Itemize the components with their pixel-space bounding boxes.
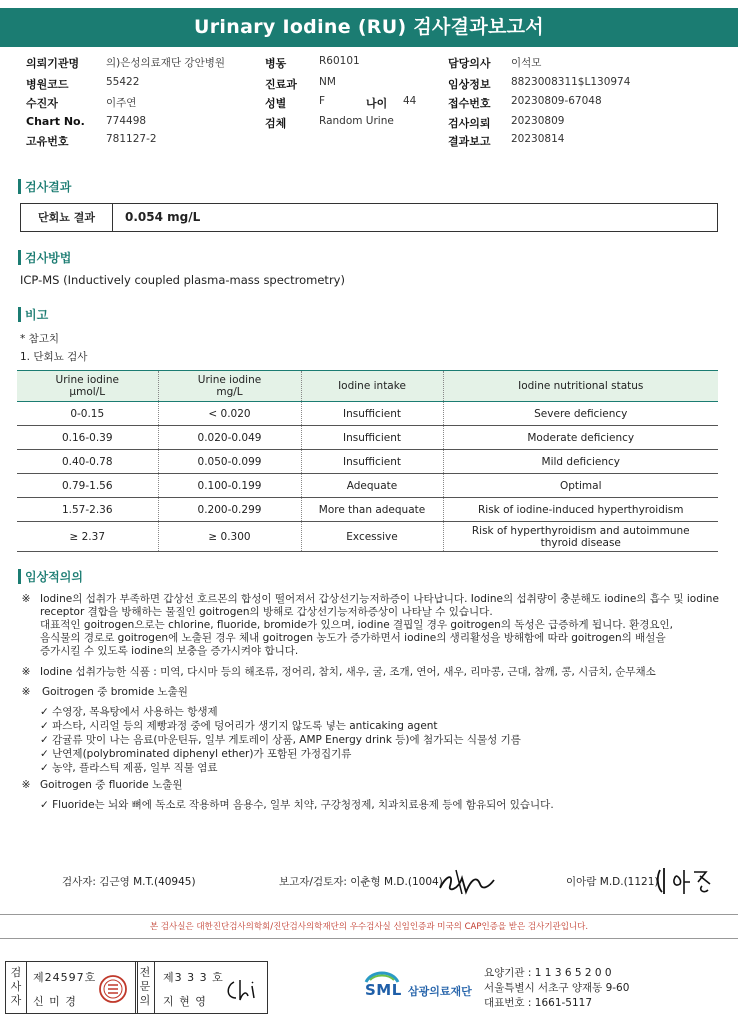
seal-icon [98, 974, 128, 1004]
fluoride-item: ✓ Fluoride는 뇌와 뼈에 독소로 작용하며 음용수, 일부 치약, 구강청정제, 치과치료용제 등에 함유되어 있습니다. [40, 799, 554, 811]
section-bar [18, 250, 21, 265]
section-title: 비고 [25, 308, 49, 322]
info-value: R60101 [319, 55, 360, 67]
divider [154, 962, 155, 1013]
result-value: 0.054 mg/L [125, 210, 201, 224]
table-cell: Moderate deficiency [443, 426, 718, 450]
reporter-name: 보고자/검토자: 이춘형 M.D.(1004) [279, 876, 443, 888]
clinical-line: receptor 결합을 방해하는 물질인 goitrogen의 방해로 갑상선기능저하증상이 나타날 수 있습니다. [40, 606, 493, 618]
table-row [17, 402, 718, 426]
info-value: NM [319, 76, 336, 88]
bromide-item: ✓ 농약, 플라스틱 제품, 일부 직물 염료 [40, 762, 218, 774]
table-row [17, 522, 718, 552]
table-cell: Optimal [443, 474, 718, 498]
section-bar [18, 179, 21, 194]
table-cell: Severe deficiency [443, 402, 718, 426]
info-value: 20230809 [511, 115, 565, 127]
table-cell: 0-0.15 [17, 402, 158, 426]
bromide-item: ✓ 난연제(polybrominated diphenyl ether)가 포함된 가정집기류 [40, 748, 352, 760]
info-label: 병동 [265, 57, 287, 70]
ref-note: * 참고치 [20, 333, 60, 345]
info-value: 20230814 [511, 133, 565, 145]
info-value: 55422 [106, 76, 140, 88]
table-cell: Risk of hyperthyroidism and autoimmune thyroid disease [443, 522, 718, 552]
table-header: Iodine nutritional status [443, 371, 718, 402]
table-cell: 0.100-0.199 [158, 474, 301, 498]
tester-box-label: 검사자 [10, 966, 22, 1007]
table-cell: 1.57-2.36 [17, 498, 158, 522]
table-row [17, 474, 718, 498]
reference-mark-icon: ※ [21, 666, 31, 678]
fluoride-heading: Goitrogen 중 fluoride 노출원 [40, 779, 183, 791]
info-row [26, 76, 716, 92]
tester-license-no: 제24597호 [33, 971, 97, 984]
doctor-name: 이아람 M.D.(1121) [566, 876, 659, 888]
age-value: 44 [403, 95, 417, 107]
info-label: 성별 [265, 97, 287, 110]
info-label: 진료과 [265, 78, 297, 91]
info-row [26, 133, 716, 149]
result-box [20, 203, 718, 232]
age-label: 나이 [366, 97, 388, 110]
info-row [26, 95, 716, 111]
bromide-heading: Goitrogen 중 bromide 노출원 [42, 686, 188, 698]
section-title: 검사방법 [25, 251, 72, 265]
table-cell: ≥ 0.300 [158, 522, 301, 552]
org-name: 삼광의료재단 [408, 985, 472, 998]
tester-license-box [5, 961, 138, 1014]
reporter-signature-icon [436, 862, 500, 898]
info-value: F [319, 95, 326, 107]
table-cell: Risk of iodine-induced hyperthyroidism [443, 498, 718, 522]
info-value: 781127-2 [106, 133, 157, 145]
specialist-license-no: 제3 3 3 호 [163, 971, 224, 984]
divider [26, 962, 27, 1013]
info-value: 8823008311$L130974 [511, 76, 631, 88]
tester-name: 검사자: 김근영 M.T.(40945) [62, 876, 196, 888]
foods-text: Iodine 섭취가능한 식품 : 미역, 다시마 등의 해조류, 정어리, 참치, 새우, 굴, 조개, 연어, 새우, 리마콩, 근대, 참깨, 콩, 시금치, 순무채소 [40, 666, 656, 678]
divider [0, 938, 738, 939]
table-cell: 0.16-0.39 [17, 426, 158, 450]
ref-subtitle: 1. 단회뇨 검사 [20, 351, 88, 363]
clinical-line: 증가시킬 수 있도록 iodine의 보충을 증가시켜야 합니다. [40, 645, 299, 657]
divider [0, 914, 738, 915]
table-cell: 0.020-0.049 [158, 426, 301, 450]
bromide-item: ✓ 수영장, 목욕탕에서 사용하는 항생제 [40, 706, 218, 718]
info-label: 의뢰기관명 [26, 57, 80, 70]
clinical-line: 음식물의 경로로 goitrogen에 노출된 경우 체내 goitrogen 농도가 증가하면서 iodine의 생리활성을 방해함에 따라 goitrogen의 배설을 [40, 632, 666, 644]
clinical-text [40, 593, 730, 658]
info-label: 검사의뢰 [448, 117, 491, 130]
accreditation-notice: 본 검사실은 대한진단검사의학회/진단검사의학재단의 우수검사실 신임인증과 미국의 CAP인증을 받은 검사기관입니다. [149, 922, 589, 932]
info-label: 담당의사 [448, 57, 491, 70]
info-value: 이석모 [511, 57, 542, 69]
info-row [26, 55, 716, 71]
table-cell: Mild deficiency [443, 450, 718, 474]
table-cell: 0.050-0.099 [158, 450, 301, 474]
table-row [17, 426, 718, 450]
info-value: 774498 [106, 115, 147, 127]
info-row [26, 115, 716, 131]
table-cell: Excessive [301, 522, 443, 552]
info-label: Chart No. [26, 115, 85, 128]
reference-mark-icon: ※ [21, 686, 31, 698]
table-cell: 0.40-0.78 [17, 450, 158, 474]
clinical-line: 대표적인 goitrogen으로는 chlorine, fluoride, bromide가 있으며, iodine 결핍일 경우 goitrogen의 독성은 급증하게 됩니다. 환경요인, [40, 619, 673, 631]
org-code: 요양기관 : 1 1 3 6 5 2 0 0 [484, 967, 612, 979]
table-cell: More than adequate [301, 498, 443, 522]
table-cell: Insufficient [301, 450, 443, 474]
info-label: 임상정보 [448, 78, 491, 91]
tester-license-name: 신 미 경 [33, 995, 77, 1008]
clinical-line: Iodine의 섭취가 부족하면 갑상선 호르몬의 합성이 떨어져서 갑상선기능저하증이 나타납니다. Iodine의 섭취량이 충분해도 iodine의 흡수 및 iodine [40, 593, 719, 605]
info-value: 의)은성의료재단 강안병원 [106, 57, 226, 69]
info-label: 결과보고 [448, 135, 491, 148]
table-header: Urine iodine μmol/L [17, 371, 158, 402]
info-value: 20230809-67048 [511, 95, 602, 107]
specialist-box-label: 전문의 [139, 966, 151, 1007]
org-info [484, 966, 629, 1011]
reference-table [17, 370, 718, 552]
info-label: 검체 [265, 117, 287, 130]
table-cell: Adequate [301, 474, 443, 498]
table-cell: 0.79-1.56 [17, 474, 158, 498]
section-bar [18, 569, 21, 584]
table-row [17, 498, 718, 522]
table-header: Urine iodine mg/L [158, 371, 301, 402]
info-value: Random Urine [319, 115, 394, 127]
info-value: 이주연 [106, 97, 137, 109]
specialist-signature-icon [224, 976, 262, 1004]
bromide-item: ✓ 파스타, 시리얼 등의 제빵과정 중에 덩어리가 생기지 않도록 넣는 anticaking agent [40, 720, 438, 732]
reference-mark-icon: ※ [21, 779, 31, 791]
table-cell: ≥ 2.37 [17, 522, 158, 552]
section-title: 검사결과 [25, 180, 72, 194]
table-cell: Insufficient [301, 402, 443, 426]
section-bar [18, 307, 21, 322]
info-label: 접수번호 [448, 97, 491, 110]
bromide-item: ✓ 감귤류 맛이 나는 음료(마운틴듀, 일부 게토레이 상품, AMP Energy drink 등)에 첨가되는 식물성 기름 [40, 734, 521, 746]
logo-text: SML [365, 981, 402, 999]
result-label: 단회뇨 결과 [21, 204, 113, 231]
org-address: 서울특별시 서초구 양재동 9-60 [484, 982, 630, 994]
table-header: Iodine intake [301, 371, 443, 402]
info-label: 고유번호 [26, 135, 69, 148]
table-header-row [17, 371, 718, 402]
info-label: 수진자 [26, 97, 58, 110]
table-cell: Insufficient [301, 426, 443, 450]
specialist-license-box [135, 961, 268, 1014]
table-cell: 0.200-0.299 [158, 498, 301, 522]
section-title: 임상적의의 [25, 570, 83, 584]
method-text: ICP-MS (Inductively coupled plasma-mass spectrometry) [20, 273, 345, 287]
table-row [17, 450, 718, 474]
table-cell: < 0.020 [158, 402, 301, 426]
info-label: 병원코드 [26, 78, 69, 91]
report-title: Urinary Iodine (RU) 검사결과보고서 [0, 8, 738, 47]
doctor-signature-icon [654, 862, 718, 898]
specialist-license-name: 지 현 영 [163, 995, 207, 1008]
org-tel: 대표번호 : 1661-5117 [484, 997, 593, 1009]
reference-mark-icon: ※ [21, 593, 31, 605]
